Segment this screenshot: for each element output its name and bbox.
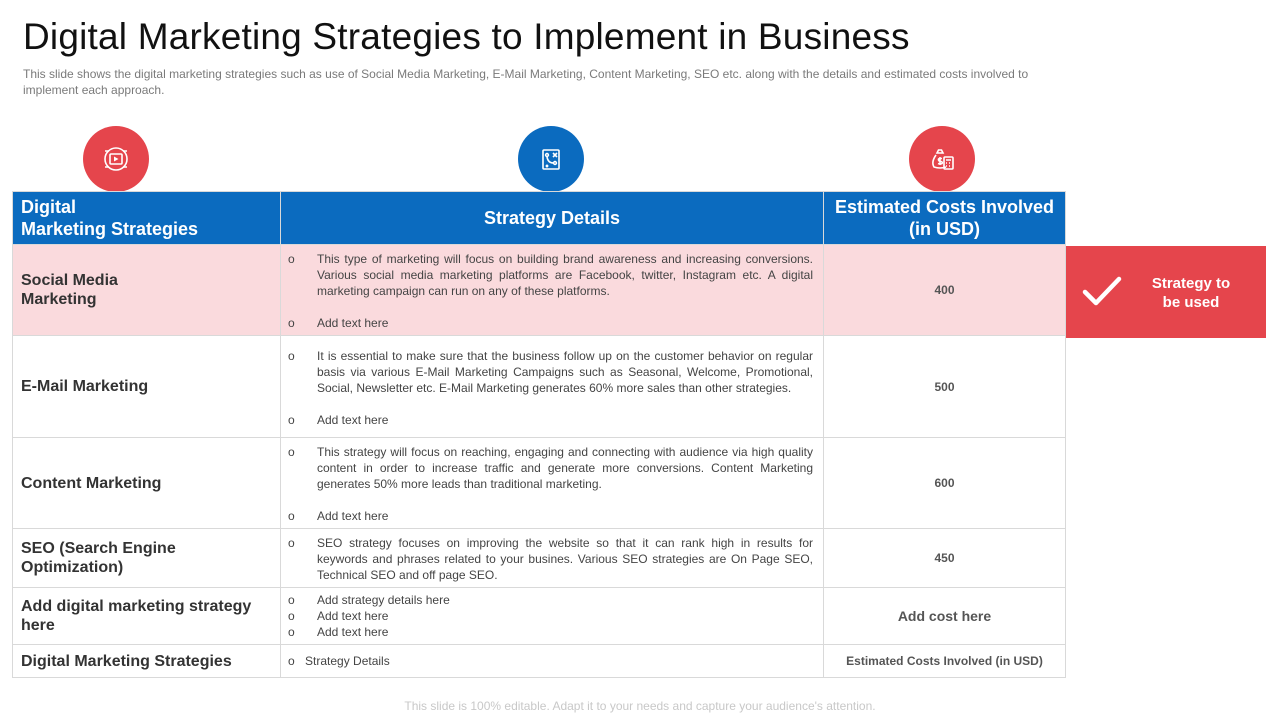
table-row bbox=[13, 529, 1066, 588]
strategy-cost: 400 bbox=[824, 245, 1066, 336]
strategy-name-line2: Marketing bbox=[21, 291, 97, 308]
table-row bbox=[13, 645, 1066, 678]
strategy-to-be-used-callout bbox=[1066, 246, 1266, 338]
bullet: o bbox=[288, 536, 295, 550]
strategies-table bbox=[12, 191, 1066, 678]
header-strategies-line1: Digital bbox=[21, 197, 77, 217]
strategy-details bbox=[281, 588, 824, 645]
strategy-name bbox=[13, 529, 281, 588]
strategy-cost: Estimated Costs Involved (in USD) bbox=[824, 645, 1066, 678]
strategy-name-line1: E-Mail Marketing bbox=[21, 378, 149, 395]
strategy-name bbox=[13, 645, 281, 678]
bullet: o bbox=[288, 509, 295, 523]
detail-text: This strategy will focus on reaching, engaging and connecting with audience via high quality content in order to increase traffic and generate more conversions. Content Marketing generates 50% more leads than traditional marketing. bbox=[317, 445, 813, 491]
table-header-row bbox=[13, 192, 1066, 245]
table-row bbox=[13, 336, 1066, 438]
slide-footer: This slide is 100% editable. Adapt it to your needs and capture your audience's attention. bbox=[404, 699, 876, 713]
bullet: o bbox=[288, 445, 295, 459]
video-marketing-icon bbox=[83, 126, 149, 192]
detail-text: Add strategy details here bbox=[317, 593, 450, 607]
strategy-name-line2: Optimization) bbox=[21, 559, 124, 576]
strategy-name bbox=[13, 438, 281, 529]
detail-extra: Add text here bbox=[317, 412, 389, 427]
bullet: o bbox=[288, 625, 295, 639]
bullet: o bbox=[288, 654, 295, 668]
strategy-details bbox=[281, 529, 824, 588]
header-costs-line2: (in USD) bbox=[909, 219, 980, 239]
slide-title: Digital Marketing Strategies to Implement in Business bbox=[23, 16, 910, 57]
strategy-board-icon bbox=[518, 126, 584, 192]
strategy-name bbox=[13, 245, 281, 336]
strategy-cost: 500 bbox=[824, 336, 1066, 438]
detail-text: Strategy Details bbox=[305, 654, 390, 668]
strategy-details bbox=[281, 645, 824, 678]
strategy-name bbox=[13, 588, 281, 645]
bullet: o bbox=[288, 412, 295, 427]
detail-text: SEO strategy focuses on improving the website so that it can rank high in results for keywords and phrases related to your busines. Various SEO strategies are On Page SEO, Technical SEO and off page SEO. bbox=[317, 536, 813, 582]
callout-line1: Strategy to bbox=[1151, 275, 1231, 292]
checkmark-icon bbox=[1082, 274, 1122, 310]
header-details: Strategy Details bbox=[281, 192, 824, 245]
detail-text: This type of marketing will focus on building brand awareness and increasing conversions. Various social media marketing platforms are Facebook, twitter, Instagram etc. A digital marketing campaign can run on any of these platforms. bbox=[317, 252, 813, 298]
bullet: o bbox=[288, 593, 295, 607]
strategy-name-line2: here bbox=[21, 617, 55, 634]
strategy-name-line1: Social Media bbox=[21, 272, 118, 289]
strategy-name-line1: Digital Marketing Strategies bbox=[21, 652, 232, 670]
bullet: o bbox=[288, 348, 295, 363]
strategy-cost: 450 bbox=[824, 529, 1066, 588]
bullet: o bbox=[288, 316, 295, 330]
strategy-name-line1: SEO (Search Engine bbox=[21, 540, 176, 557]
detail-extra: Add text here bbox=[317, 509, 389, 523]
strategy-cost: Add cost here bbox=[824, 588, 1066, 645]
table-row bbox=[13, 438, 1066, 529]
detail-text: It is essential to make sure that the business follow up on the customer behavior on regular basis via various E-Mail Marketing Campaigns such as Seasonal, Welcome, Promotional, Social, Newsletter etc. E-Mail Marketing generates 60% more sales than other strategies. bbox=[317, 348, 813, 395]
money-bag-calculator-icon bbox=[909, 126, 975, 192]
strategy-name-line1: Content Marketing bbox=[21, 474, 162, 492]
bullet: o bbox=[288, 252, 295, 266]
detail-text: Add text here bbox=[317, 609, 389, 623]
header-strategies-line2: Marketing Strategies bbox=[21, 219, 199, 239]
header-costs bbox=[824, 192, 1066, 245]
callout-text bbox=[1136, 274, 1246, 312]
header-costs-line1: Estimated Costs Involved bbox=[834, 197, 1055, 217]
strategy-name bbox=[13, 336, 281, 438]
strategy-name-line1: Add digital marketing strategy bbox=[21, 598, 252, 615]
table-row bbox=[13, 588, 1066, 645]
table-row bbox=[13, 245, 1066, 336]
detail-extra: Add text here bbox=[317, 316, 389, 330]
strategy-details bbox=[281, 245, 824, 336]
bullet: o bbox=[288, 609, 295, 623]
header-strategies bbox=[13, 192, 281, 245]
slide-subtitle: This slide shows the digital marketing strategies such as use of Social Media Marketing, E-Mail Marketing, Content Marketing, SEO etc. along with the details and estimated costs involved to implement each approach. bbox=[23, 67, 1029, 97]
callout-line2: be used bbox=[1162, 294, 1220, 311]
strategy-details bbox=[281, 438, 824, 529]
strategy-cost: 600 bbox=[824, 438, 1066, 529]
detail-text: Add text here bbox=[317, 625, 389, 639]
strategy-details bbox=[281, 336, 824, 438]
